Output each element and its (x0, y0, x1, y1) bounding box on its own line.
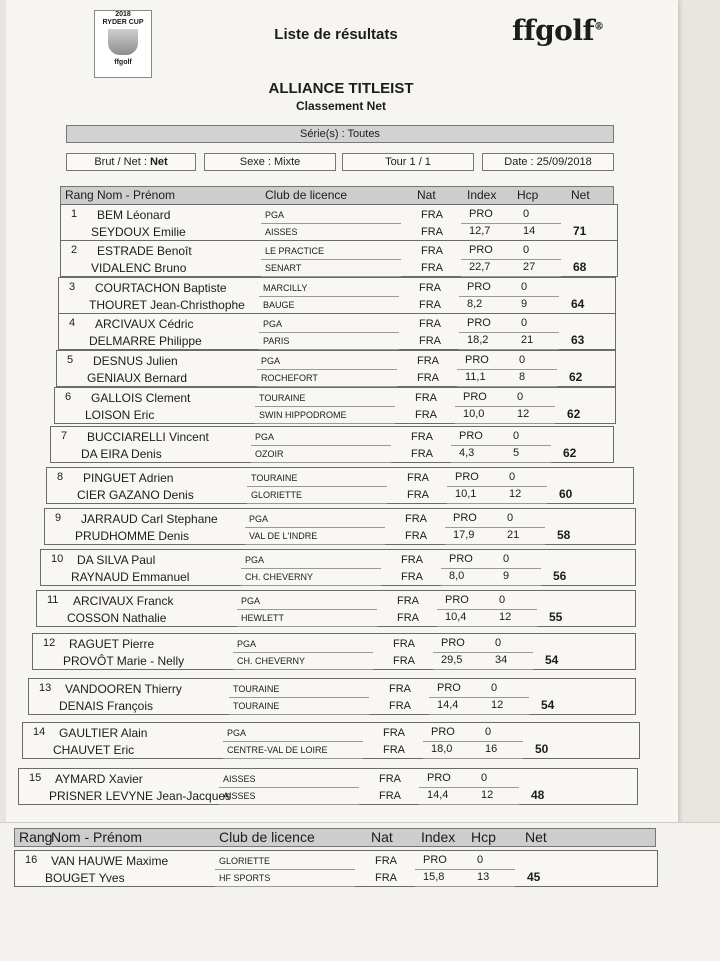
player-name: ESTRADE Benoît (97, 244, 192, 258)
competition-name: ALLIANCE TITLEIST (268, 80, 414, 97)
sexe-filter: Sexe : Mixte (204, 153, 336, 171)
player-name: RAGUET Pierre (69, 637, 155, 651)
index-cell: PRO (459, 430, 483, 442)
column-header-row (14, 828, 656, 847)
player-name: ARCIVAUX Franck (73, 594, 174, 608)
hcp-cell: 0 (521, 317, 528, 329)
row-divider (447, 486, 547, 487)
nat-cell: FRA (419, 282, 441, 294)
nat-cell: FRA (419, 335, 441, 347)
index-cell: PRO (431, 726, 455, 738)
nat-cell: FRA (397, 612, 419, 624)
nat-cell: FRA (401, 554, 423, 566)
hcp-cell: 12 (517, 408, 530, 420)
player-name: RAYNAUD Emmanuel (71, 570, 190, 584)
hcp-cell: 21 (507, 529, 520, 541)
player-name: PRISNER LEVYNE Jean-Jacques (49, 789, 232, 803)
hcp-cell: 8 (519, 371, 526, 383)
net-score: 56 (553, 569, 567, 583)
row-divider (233, 669, 373, 670)
nat-cell: FRA (389, 683, 411, 695)
nat-cell: FRA (405, 513, 427, 525)
club-cell: PGA (241, 596, 261, 606)
rang-cell: 16 (25, 854, 38, 866)
nat-cell: FRA (383, 744, 405, 756)
net-score: 62 (563, 446, 577, 460)
hcp-cell: 5 (513, 447, 520, 459)
club-cell: PARIS (263, 336, 290, 346)
player-name: GAULTIER Alain (59, 726, 148, 740)
nat-cell: FRA (375, 855, 397, 867)
index-cell: PRO (437, 682, 461, 694)
player-name: DA SILVA Paul (77, 553, 156, 567)
hcp-cell: 0 (503, 553, 510, 565)
row-divider (219, 787, 359, 788)
column-header-net: Net (525, 829, 547, 845)
club-cell: ROCHEFORT (261, 373, 318, 383)
row-divider (447, 503, 547, 504)
nat-cell: FRA (397, 595, 419, 607)
column-header-rang: Rang (65, 188, 94, 202)
index-cell: PRO (467, 281, 491, 293)
player-name: BUCCIARELLI Vincent (87, 430, 209, 444)
row-divider (441, 568, 541, 569)
row-divider (437, 609, 537, 610)
row-divider (433, 652, 533, 653)
nat-cell: FRA (379, 790, 401, 802)
row-divider (237, 609, 377, 610)
player-name: PINGUET Adrien (83, 471, 174, 485)
row-divider (429, 714, 529, 715)
club-cell: AISSES (223, 774, 256, 784)
hcp-cell: 12 (491, 699, 504, 711)
club-cell: VAL DE L'INDRE (249, 531, 318, 541)
player-name: DA EIRA Denis (81, 447, 162, 461)
player-name: CIER GAZANO Denis (77, 488, 194, 502)
club-cell: TOURAINE (233, 684, 280, 694)
player-name: DENAIS François (59, 699, 154, 713)
player-name: SEYDOUX Emilie (91, 225, 186, 239)
net-score: 45 (527, 870, 541, 884)
net-score: 62 (567, 407, 581, 421)
player-name: COSSON Nathalie (67, 611, 167, 625)
hcp-cell: 0 (523, 208, 530, 220)
hcp-cell: 12 (499, 611, 512, 623)
club-cell: AISSES (223, 791, 256, 801)
row-divider (245, 527, 385, 528)
club-cell: PGA (263, 319, 283, 329)
index-cell: PRO (423, 854, 447, 866)
hcp-cell: 0 (499, 594, 506, 606)
index-cell: 12,7 (469, 225, 491, 237)
column-header-rang: Rang (19, 829, 53, 845)
hcp-cell: 14 (523, 225, 536, 237)
result-group (54, 387, 616, 424)
nat-cell: FRA (393, 638, 415, 650)
row-divider (455, 423, 555, 424)
row-divider (223, 741, 363, 742)
nat-cell: FRA (421, 245, 443, 257)
nat-cell: FRA (421, 262, 443, 274)
row-divider (259, 332, 399, 333)
club-cell: OZOIR (255, 449, 284, 459)
nat-cell: FRA (401, 571, 423, 583)
player-name: VIDALENC Bruno (91, 261, 187, 275)
index-cell: 22,7 (469, 261, 491, 273)
row-divider (461, 259, 561, 260)
player-name: GALLOIS Clement (91, 391, 191, 405)
row-divider (455, 406, 555, 407)
net-score: 54 (541, 698, 555, 712)
hcp-cell: 34 (495, 654, 508, 666)
player-name: ARCIVAUX Cédric (95, 317, 194, 331)
column-header-row (60, 186, 614, 205)
row-divider (261, 259, 401, 260)
row-divider (251, 445, 391, 446)
result-group (46, 467, 634, 504)
rang-cell: 3 (69, 281, 76, 293)
club-cell: MARCILLY (263, 283, 308, 293)
player-name: DELMARRE Philippe (89, 334, 202, 348)
row-divider (233, 652, 373, 653)
brand-text: ffgolf (512, 14, 595, 47)
club-cell: GLORIETTE (251, 490, 303, 500)
player-name: BEM Léonard (97, 208, 171, 222)
hcp-cell: 0 (491, 682, 498, 694)
hcp-cell: 0 (521, 281, 528, 293)
hcp-cell: 9 (503, 570, 510, 582)
hcp-cell: 21 (521, 334, 534, 346)
hcp-cell: 16 (485, 743, 498, 755)
row-divider (459, 296, 559, 297)
net-score: 48 (531, 788, 545, 802)
hcp-cell: 27 (523, 261, 536, 273)
result-group (60, 204, 618, 241)
player-name: LOISON Eric (85, 408, 155, 422)
club-cell: PGA (227, 728, 247, 738)
column-header-net: Net (571, 188, 590, 202)
hcp-cell: 9 (521, 298, 528, 310)
nat-cell: FRA (405, 530, 427, 542)
index-cell: 10,0 (463, 408, 485, 420)
date-filter: Date : 25/09/2018 (482, 153, 614, 171)
player-name: BOUGET Yves (45, 871, 125, 885)
row-divider (459, 332, 559, 333)
net-score: 50 (535, 742, 549, 756)
index-cell: PRO (441, 637, 465, 649)
result-group (28, 678, 636, 715)
result-group (60, 240, 618, 277)
club-cell: PGA (249, 514, 269, 524)
club-cell: TOURAINE (251, 473, 298, 483)
hcp-cell: 0 (509, 471, 516, 483)
row-divider (451, 445, 551, 446)
player-name: CHAUVET Eric (53, 743, 135, 757)
row-divider (423, 758, 523, 759)
tour-filter: Tour 1 / 1 (342, 153, 474, 171)
net-score: 60 (559, 487, 573, 501)
index-cell: PRO (445, 594, 469, 606)
result-group (50, 426, 614, 463)
net-score: 68 (573, 260, 587, 274)
hcp-cell: 0 (519, 354, 526, 366)
net-score: 62 (569, 370, 583, 384)
club-cell: HEWLETT (241, 613, 285, 623)
nat-cell: FRA (411, 431, 433, 443)
index-cell: PRO (463, 391, 487, 403)
row-divider (441, 585, 541, 586)
result-group (58, 277, 616, 314)
club-cell: HF SPORTS (219, 873, 271, 883)
club-cell: TOURAINE (259, 393, 306, 403)
nat-cell: FRA (417, 355, 439, 367)
nat-cell: FRA (407, 472, 429, 484)
rang-cell: 5 (67, 354, 74, 366)
column-header-nom: Nom - Prénom (51, 829, 143, 845)
rang-cell: 6 (65, 391, 72, 403)
hcp-cell: 0 (523, 244, 530, 256)
rang-cell: 15 (29, 772, 42, 784)
index-cell: PRO (465, 354, 489, 366)
player-name: PROVÔT Marie - Nelly (63, 654, 185, 668)
row-divider (445, 527, 545, 528)
row-divider (457, 369, 557, 370)
rang-cell: 7 (61, 430, 68, 442)
ranking-type: Classement Net (295, 99, 387, 113)
hcp-cell: 0 (477, 854, 484, 866)
club-cell: PGA (265, 210, 285, 220)
net-score: 55 (549, 610, 563, 624)
hcp-cell: 0 (517, 391, 524, 403)
page-title: Liste de résultats (274, 26, 398, 43)
row-divider (429, 697, 529, 698)
hcp-cell: 13 (477, 871, 490, 883)
nat-cell: FRA (419, 318, 441, 330)
row-divider (433, 669, 533, 670)
result-group (58, 313, 616, 350)
row-divider (415, 886, 515, 887)
brut-net-value: Net (149, 156, 168, 168)
index-cell: 29,5 (441, 654, 463, 666)
player-name: VAN HAUWE Maxime (51, 854, 169, 868)
logo-brand: ffgolf (114, 59, 132, 66)
index-cell: PRO (449, 553, 473, 565)
nat-cell: FRA (379, 773, 401, 785)
index-cell: 11,1 (465, 371, 486, 383)
index-cell: 10,4 (445, 611, 467, 623)
row-divider (247, 503, 387, 504)
player-name: GENIAUX Bernard (87, 371, 188, 385)
club-cell: SWIN HIPPODROME (259, 410, 347, 420)
nat-cell: FRA (421, 226, 443, 238)
rang-cell: 9 (55, 512, 62, 524)
brut-net-label: Brut / Net : (94, 156, 147, 168)
row-divider (223, 758, 363, 759)
player-name: THOURET Jean-Christhophe (89, 298, 245, 312)
hcp-cell: 0 (485, 726, 492, 738)
rang-cell: 10 (51, 553, 64, 565)
hcp-cell: 0 (507, 512, 514, 524)
row-divider (423, 741, 523, 742)
nat-cell: FRA (417, 372, 439, 384)
nat-cell: FRA (419, 299, 441, 311)
net-score: 63 (571, 333, 585, 347)
row-divider (245, 544, 385, 545)
club-cell: TOURAINE (233, 701, 280, 711)
hcp-cell: 0 (495, 637, 502, 649)
rang-cell: 13 (39, 682, 52, 694)
row-divider (247, 486, 387, 487)
ryder-cup-logo (94, 10, 152, 78)
row-divider (419, 804, 519, 805)
index-cell: 15,8 (423, 871, 445, 883)
club-cell: SENART (265, 263, 302, 273)
column-header-club: Club de licence (219, 829, 315, 845)
index-cell: PRO (453, 512, 477, 524)
row-divider (229, 714, 369, 715)
net-score: 54 (545, 653, 559, 667)
column-header-nat: Nat (371, 829, 393, 845)
club-cell: CH. CHEVERNY (237, 656, 306, 666)
column-header-club: Club de licence (265, 188, 348, 202)
brand-mark-icon: ® (594, 21, 604, 33)
row-divider (215, 869, 355, 870)
result-group (36, 590, 636, 627)
index-cell: 14,4 (427, 789, 449, 801)
hcp-cell: 0 (513, 430, 520, 442)
index-cell: 8,0 (449, 570, 465, 582)
row-divider (215, 886, 355, 887)
row-divider (251, 462, 391, 463)
player-name: JARRAUD Carl Stephane (81, 512, 218, 526)
player-name: AYMARD Xavier (55, 772, 143, 786)
row-divider (219, 804, 359, 805)
index-cell: 17,9 (453, 529, 475, 541)
column-header-hcp: Hcp (471, 829, 496, 845)
row-divider (255, 406, 395, 407)
result-group (40, 549, 636, 586)
club-cell: BAUGE (263, 300, 295, 310)
rang-cell: 8 (57, 471, 64, 483)
club-cell: CH. CHEVERNY (245, 572, 314, 582)
club-cell: CENTRE-VAL DE LOIRE (227, 745, 328, 755)
nat-cell: FRA (383, 727, 405, 739)
index-cell: 14,4 (437, 699, 459, 711)
row-divider (461, 223, 561, 224)
net-score: 71 (573, 224, 587, 238)
nat-cell: FRA (407, 489, 429, 501)
rang-cell: 4 (69, 317, 76, 329)
rang-cell: 12 (43, 637, 56, 649)
column-header-hcp: Hcp (517, 188, 539, 202)
index-cell: PRO (455, 471, 479, 483)
club-cell: PGA (245, 555, 265, 565)
result-group (44, 508, 636, 545)
player-name: DESNUS Julien (93, 354, 178, 368)
nat-cell: FRA (393, 655, 415, 667)
nat-cell: FRA (415, 409, 437, 421)
club-cell: LE PRACTICE (265, 246, 325, 256)
club-cell: PGA (255, 432, 275, 442)
column-header-nat: Nat (417, 188, 436, 202)
index-cell: PRO (469, 244, 493, 256)
logo-year: 2018 (115, 11, 131, 18)
player-name: COURTACHON Baptiste (95, 281, 227, 295)
nat-cell: FRA (411, 448, 433, 460)
row-divider (241, 568, 381, 569)
row-divider (257, 369, 397, 370)
nat-cell: FRA (375, 872, 397, 884)
net-score: 58 (557, 528, 571, 542)
nat-cell: FRA (421, 209, 443, 221)
trophy-icon (108, 29, 138, 55)
rang-cell: 2 (71, 244, 78, 256)
hcp-cell: 12 (481, 789, 494, 801)
result-group (18, 768, 638, 805)
player-name: PRUDHOMME Denis (75, 529, 190, 543)
column-header-index: Index (467, 188, 497, 202)
column-header-nom: Nom - Prénom (97, 188, 176, 202)
result-group (32, 633, 636, 670)
column-header-index: Index (421, 829, 456, 845)
nat-cell: FRA (389, 700, 411, 712)
row-divider (261, 223, 401, 224)
index-cell: 8,2 (467, 298, 483, 310)
row-divider (445, 544, 545, 545)
index-cell: PRO (427, 772, 451, 784)
brut-net-filter (66, 153, 196, 171)
club-cell: AISSES (265, 227, 298, 237)
club-cell: PGA (261, 356, 281, 366)
index-cell: 4,3 (459, 447, 475, 459)
nat-cell: FRA (415, 392, 437, 404)
index-cell: 10,1 (455, 488, 477, 500)
result-group (56, 350, 616, 387)
row-divider (259, 296, 399, 297)
index-cell: 18,0 (431, 743, 453, 755)
result-group (22, 722, 640, 759)
ffgolf-logo (512, 14, 604, 47)
row-divider (229, 697, 369, 698)
player-name: VANDOOREN Thierry (65, 682, 182, 696)
club-cell: GLORIETTE (219, 856, 271, 866)
row-divider (437, 626, 537, 627)
logo-event: RYDER CUP (102, 19, 144, 26)
rang-cell: 1 (71, 208, 78, 220)
index-cell: PRO (467, 317, 491, 329)
club-cell: PGA (237, 639, 257, 649)
hcp-cell: 0 (481, 772, 488, 784)
series-bar: Série(s) : Toutes (66, 125, 614, 143)
row-divider (255, 423, 395, 424)
index-cell: PRO (469, 208, 493, 220)
rang-cell: 14 (33, 726, 46, 738)
index-cell: 18,2 (467, 334, 489, 346)
rang-cell: 11 (47, 594, 59, 606)
result-group (14, 850, 658, 887)
row-divider (419, 787, 519, 788)
row-divider (237, 626, 377, 627)
row-divider (415, 869, 515, 870)
net-score: 64 (571, 297, 585, 311)
hcp-cell: 12 (509, 488, 522, 500)
row-divider (451, 462, 551, 463)
row-divider (241, 585, 381, 586)
